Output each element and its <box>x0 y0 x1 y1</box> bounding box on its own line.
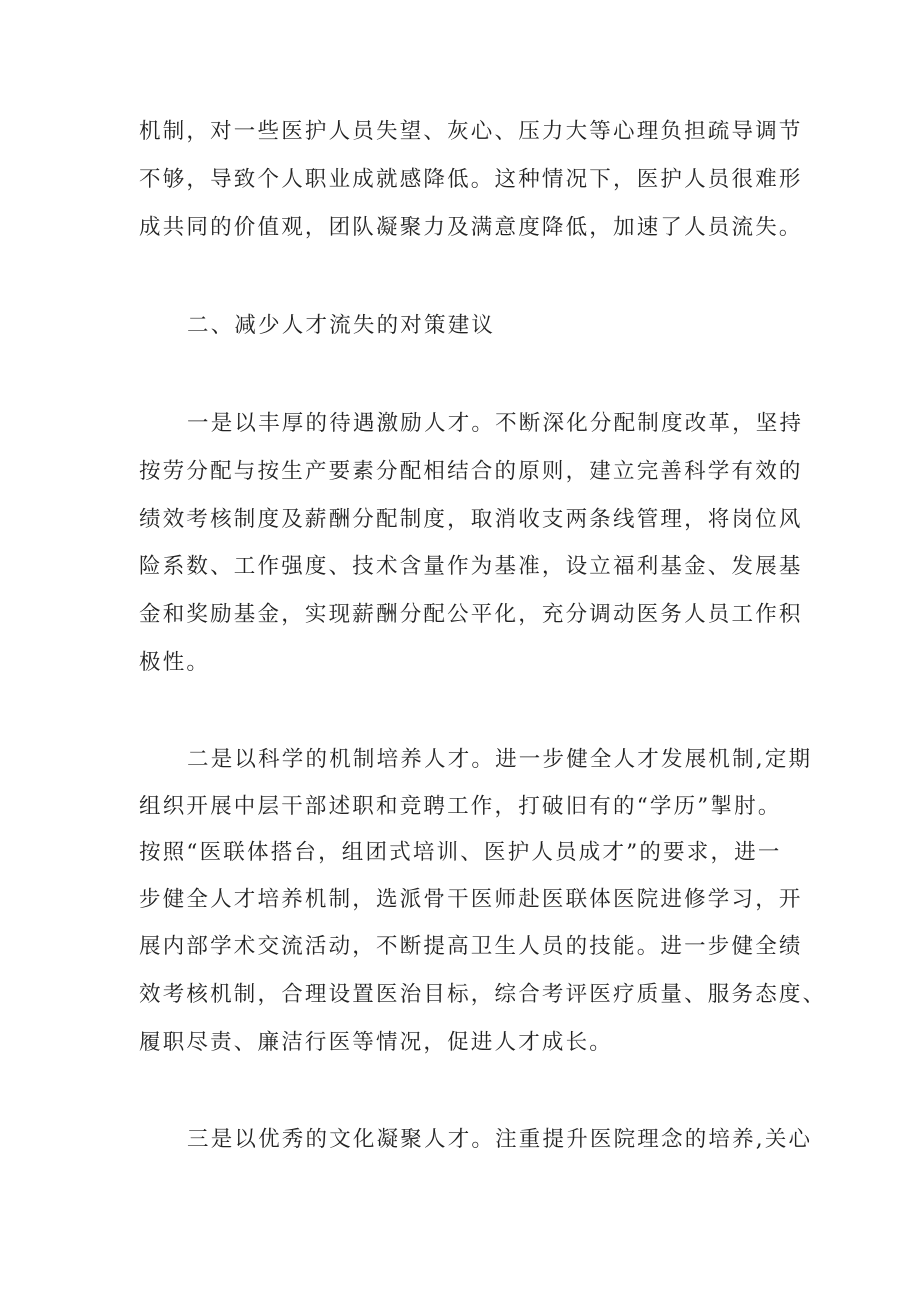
paragraph-2-line-1: 一是以丰厚的待遇激励人才。不断深化分配制度改革，坚持 <box>187 411 804 436</box>
paragraph-3-line-7: 履职尽责、廉洁行医等情况，促进人才成长。 <box>139 1030 614 1055</box>
paragraph-3-line-1: 二是以科学的机制培养人才。进一步健全人才发展机制,定期 <box>187 747 813 772</box>
paragraph-2-line-4: 险系数、工作强度、技术含量作为基准，设立福利基金、发展基 <box>139 554 803 579</box>
paragraph-3-line-2: 组织开展中层干部述职和竞聘工作，打破旧有的“学历”掣肘。 <box>139 794 782 819</box>
paragraph-1-line-3: 成共同的价值观，团队凝聚力及满意度降低，加速了人员流失。 <box>139 215 803 240</box>
paragraph-2-line-3: 绩效考核制度及薪酬分配制度，取消收支两条线管理，将岗位风 <box>139 507 803 532</box>
paragraph-3-line-4: 步健全人才培养机制，选派骨干医师赴医联体医院进修学习，开 <box>139 887 803 912</box>
paragraph-3-line-6: 效考核机制，合理设置医治目标，综合考评医疗质量、服务态度、 <box>139 982 827 1007</box>
paragraph-3-line-5: 展内部学术交流活动，不断提高卫生人员的技能。进一步健全绩 <box>139 934 803 959</box>
paragraph-2-line-2: 按劳分配与按生产要素分配相结合的原则，建立完善科学有效的 <box>139 459 803 484</box>
paragraph-1-line-2: 不够，导致个人职业成就感降低。这种情况下，医护人员很难形 <box>139 167 803 192</box>
paragraph-4-line-1: 三是以优秀的文化凝聚人才。注重提升医院理念的培养,关心 <box>187 1127 813 1152</box>
paragraph-2-line-6: 极性。 <box>139 650 211 675</box>
section-heading: 二、减少人才流失的对策建议 <box>187 313 496 338</box>
paragraph-1-line-1: 机制，对一些医护人员失望、灰心、压力大等心理负担疏导调节 <box>139 119 803 144</box>
paragraph-2-line-5: 金和奖励基金，实现薪酬分配公平化，充分调动医务人员工作积 <box>139 602 803 627</box>
paragraph-3-line-3: 按照“医联体搭台，组团式培训、医护人员成才”的要求，进一 <box>139 840 782 865</box>
